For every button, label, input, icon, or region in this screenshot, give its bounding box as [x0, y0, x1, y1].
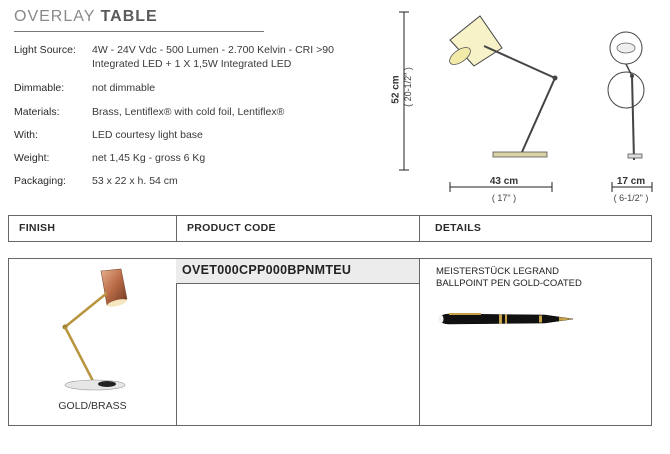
spec-label: Weight: [14, 152, 50, 164]
product-row [8, 258, 652, 426]
spec-value-line2: Integrated LED + 1 X 1,5W Integrated LED [92, 58, 292, 70]
title-divider [14, 31, 264, 32]
details-text [436, 266, 646, 290]
table-header [8, 215, 652, 242]
width-dimension-cm: 43 cm [489, 176, 519, 187]
width-dimension-in: ( 17" ) [491, 193, 517, 203]
depth-dimension-in: ( 6-1/2" ) [613, 193, 649, 203]
lamp-product-image [49, 265, 139, 395]
spec-label: Packaging: [14, 175, 66, 187]
height-dimension-cm: 52 cm [390, 75, 402, 104]
finish-name: GOLD/BRASS [58, 400, 127, 412]
column-header-details: DETAILS [435, 222, 482, 234]
spec-label: Materials: [14, 106, 60, 118]
product-code: OVET000CPP000BPNMTEU [182, 263, 352, 277]
column-header-product-code: PRODUCT CODE [187, 222, 276, 234]
product-title [14, 8, 158, 26]
spec-value: LED courtesy light base [92, 129, 203, 141]
title-light: OVERLAY [14, 8, 96, 25]
title-bold: TABLE [100, 8, 158, 25]
spec-value: 4W - 24V Vdc - 500 Lumen - 2.700 Kelvin - CRI >90 [92, 44, 334, 56]
pen-image [435, 309, 577, 329]
column-divider [419, 216, 420, 241]
spec-label: With: [14, 129, 38, 141]
product-code-cell [176, 259, 419, 284]
spec-label: Light Source: [14, 44, 76, 56]
spec-value: not dimmable [92, 82, 156, 94]
column-header-finish: FINISH [19, 222, 56, 234]
details-line: BALLPOINT PEN GOLD-COATED [436, 278, 582, 289]
column-divider [419, 259, 420, 425]
height-dimension-in: ( 20-1/2" ) [403, 67, 413, 107]
depth-dimension-cm: 17 cm [616, 176, 646, 187]
spec-value: Brass, Lentiflex® with cold foil, Lentiflex® [92, 106, 285, 118]
spec-label: Dimmable: [14, 82, 65, 94]
spec-value: 53 x 22 x h. 54 cm [92, 175, 178, 187]
column-divider [176, 216, 177, 241]
details-line: MEISTERSTÜCK LEGRAND [436, 266, 559, 277]
spec-value: net 1,45 Kg - gross 6 Kg [92, 152, 206, 164]
